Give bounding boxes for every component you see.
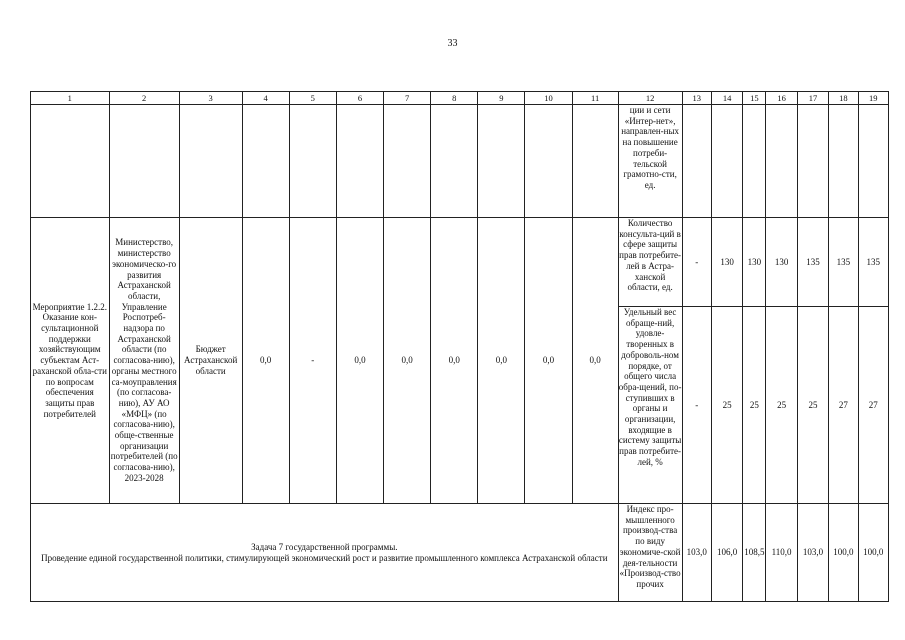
header-cell-14: 14 <box>711 92 742 105</box>
indicator-value: 25 <box>711 307 742 504</box>
indicator-value: 135 <box>858 218 888 307</box>
value-col-8: 0,0 <box>431 218 478 504</box>
header-cell-12: 12 <box>618 92 682 105</box>
indicator-share-appeals: Удельный вес обраще-ний, удовле-творенных в доброволь-ном порядке, от общего числа обра-щений, по-ступивших в органы и организации, входящие в систему защиты прав потребите-лей, % <box>618 307 682 504</box>
task-description: Проведение единой государственной политики, стимулирующей экономический рост и развитие промышленного комплекса Астраханской области <box>41 552 608 563</box>
task-value: 103,0 <box>682 504 711 602</box>
indicator-value: - <box>682 307 711 504</box>
task-value: 108,5 <box>743 504 766 602</box>
task-indicator: Индекс про-мышленного производ-ства по виду экономиче-ской дея-тельности «Производ-ство прочих <box>618 504 682 602</box>
indicator-value: 27 <box>858 307 888 504</box>
task-row <box>31 504 889 602</box>
header-row <box>31 92 889 105</box>
funding-source: Бюджет Астраханской области <box>179 218 242 504</box>
header-cell-7: 7 <box>384 92 431 105</box>
task-heading: Задача 7 государственной программы. <box>251 541 398 552</box>
indicator-value: 130 <box>743 218 766 307</box>
task-value: 106,0 <box>711 504 742 602</box>
indicator-value: 25 <box>766 307 797 504</box>
header-cell-19: 19 <box>858 92 888 105</box>
page-number: 33 <box>447 38 458 49</box>
task-value: 103,0 <box>797 504 828 602</box>
task-title <box>31 504 619 602</box>
value-col-11: 0,0 <box>572 218 618 504</box>
header-cell-1: 1 <box>31 92 110 105</box>
header-cell-2: 2 <box>109 92 179 105</box>
header-cell-3: 3 <box>179 92 242 105</box>
header-cell-17: 17 <box>797 92 828 105</box>
value-col-9: 0,0 <box>478 218 525 504</box>
indicator-value: 130 <box>711 218 742 307</box>
program-table <box>30 91 889 602</box>
value-col-6: 0,0 <box>336 218 383 504</box>
value-col-7: 0,0 <box>384 218 431 504</box>
header-cell-11: 11 <box>572 92 618 105</box>
header-cell-15: 15 <box>743 92 766 105</box>
header-cell-5: 5 <box>289 92 336 105</box>
header-cell-13: 13 <box>682 92 711 105</box>
header-cell-10: 10 <box>525 92 572 105</box>
header-cell-18: 18 <box>829 92 858 105</box>
task-value: 100,0 <box>829 504 858 602</box>
header-cell-16: 16 <box>766 92 797 105</box>
measure-executors: Министерство, министерство экономическо-го развития Астраханской области, Управление Роспотреб-надзора по Астраханской области (по согласова-нию), органы местного са-моуправления (по согласова-нию), АУ АО «МФЦ» (по согласова-нию), обще-ственные организации потребителей (по согласова-нию), 2023-2028 <box>109 218 179 504</box>
indicator-value: - <box>682 218 711 307</box>
value-col-4: 0,0 <box>242 218 289 504</box>
measure-name: Мероприятие 1.2.2. Оказание кон-сультационной поддержки хозяйствующим субъектам Аст-раханской обла-сти по вопросам обеспечения защиты прав потребителей <box>31 218 110 504</box>
header-cell-8: 8 <box>431 92 478 105</box>
indicator-value: 135 <box>797 218 828 307</box>
task-value: 110,0 <box>766 504 797 602</box>
indicator-value: 25 <box>797 307 828 504</box>
indicator-value: 130 <box>766 218 797 307</box>
continuation-row <box>31 105 889 218</box>
header-cell-6: 6 <box>336 92 383 105</box>
task-value: 100,0 <box>858 504 888 602</box>
indicator-value: 27 <box>829 307 858 504</box>
continuation-indicator: ции и сети «Интер-нет», направлен-ных на повышение потреби-тельской грамотно-сти, ед. <box>618 105 682 218</box>
value-col-10: 0,0 <box>525 218 572 504</box>
header-cell-9: 9 <box>478 92 525 105</box>
value-col-5: - <box>289 218 336 504</box>
indicator-value: 25 <box>743 307 766 504</box>
indicator-value: 135 <box>829 218 858 307</box>
indicator-consultations: Количество консульта-ций в сфере защиты прав потребите-лей в Астра-ханской области, ед. <box>618 218 682 307</box>
measure-row-1 <box>31 218 889 307</box>
header-cell-4: 4 <box>242 92 289 105</box>
